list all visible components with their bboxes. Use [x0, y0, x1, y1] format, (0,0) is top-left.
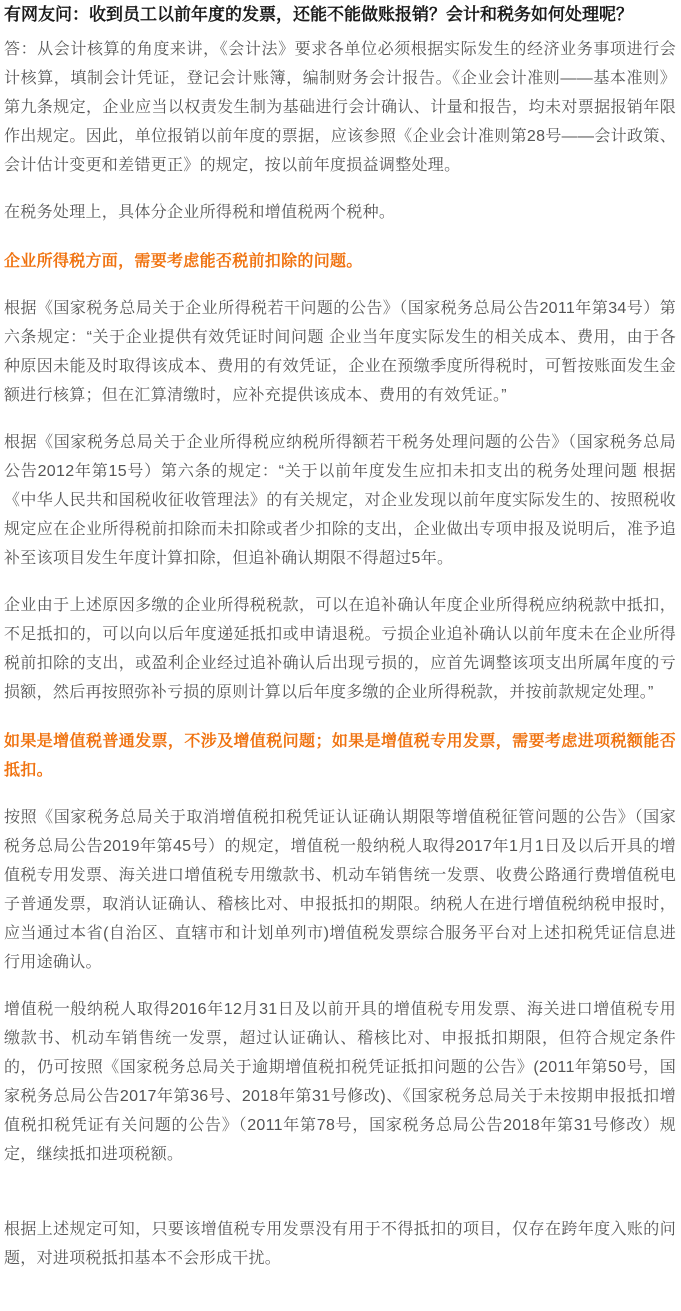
blank-line-spacer	[4, 1187, 676, 1215]
answer-paragraph: 答：从会计核算的角度来讲，《会计法》要求各单位必须根据实际发生的经济业务事项进行会计核算，填制会计凭证，登记会计账簿，编制财务会计报告。《企业会计准则——基本准则》第九条规定，企业应当以权责发生制为基础进行会计确认、计量和报告，均未对票据报销年限作出规定。因此，单位报销以前年度的票据，应该参照《企业会计准则第28号——会计政策、会计估计变更和差错更正》的规定，按以前年度损益调整处理。	[4, 41, 676, 174]
vat-heading: 如果是增值税普通发票，不涉及增值税问题；如果是增值税专用发票，需要考虑进项税额能否抵扣。	[4, 733, 676, 779]
income-tax-paragraph-2: 根据《国家税务总局关于企业所得税应纳税所得额若干税务处理问题的公告》（国家税务总局公告2012年第15号）第六条的规定：“关于以前年度发生应扣未扣支出的税务处理问题 根据《中华人民共和国税收征收管理法》的有关规定，对企业发现以前年度实际发生的、按照税收规定应在企业所得税前扣除而未扣除或者少扣除的支出，企业做出专项申报及说明后，准予追补至该项目发生年度计算扣除，但追补确认期限不得超过5年。	[4, 434, 676, 567]
conclusion-paragraph: 根据上述规定可知，只要该增值税专用发票没有用于不得抵扣的项目，仅存在跨年度入账的问题，对进项税抵扣基本不会形成干扰。	[4, 1221, 676, 1267]
article-title: 有网友问：收到员工以前年度的发票，还能不能做账报销？会计和税务如何处理呢？	[4, 5, 633, 24]
income-tax-paragraph-1: 根据《国家税务总局关于企业所得税若干问题的公告》（国家税务总局公告2011年第34号）第六条规定：“关于企业提供有效凭证时间问题 企业当年度实际发生的相关成本、费用，由于各种原因未能及时取得该成本、费用的有效凭证，企业在预缴季度所得税时，可暂按账面发生金额进行核算；但在汇算清缴时，应补充提供该成本、费用的有效凭证。”	[4, 300, 676, 404]
income-tax-paragraph-3: 企业由于上述原因多缴的企业所得税税款，可以在追补确认年度企业所得税应纳税款中抵扣，不足抵扣的，可以向以后年度递延抵扣或申请退税。亏损企业追补确认以前年度未在企业所得税前扣除的支出，或盈利企业经过追补确认后出现亏损的，应首先调整该项支出所属年度的亏损额，然后再按照弥补亏损的原则计算以后年度多缴的企业所得税款，并按前款规定处理。”	[4, 597, 676, 701]
vat-paragraph-1: 按照《国家税务总局关于取消增值税扣税凭证认证确认期限等增值税征管问题的公告》（国家税务总局公告2019年第45号）的规定，增值税一般纳税人取得2017年1月1日及以后开具的增值税专用发票、海关进口增值税专用缴款书、机动车销售统一发票、收费公路通行费增值税电子普通发票，取消认证确认、稽核比对、申报抵扣的期限。纳税人在进行增值税纳税申报时，应当通过本省(自治区、直辖市和计划单列市)增值税发票综合服务平台对上述扣税凭证信息进行用途确认。	[4, 809, 676, 971]
vat-paragraph-2: 增值税一般纳税人取得2016年12月31日及以前开具的增值税专用发票、海关进口增值税专用缴款书、机动车销售统一发票，超过认证确认、稽核比对、申报抵扣期限，但符合规定条件的，仍可按照《国家税务总局关于逾期增值税扣税凭证抵扣问题的公告》(2011年第50号，国家税务总局公告2017年第36号、2018年第31号修改)、《国家税务总局关于未按期申报抵扣增值税扣税凭证有关问题的公告》（2011年第78号，国家税务总局公告2018年第31号修改）规定，继续抵扣进项税额。	[4, 1001, 676, 1163]
income-tax-heading: 企业所得税方面，需要考虑能否税前扣除的问题。	[4, 253, 363, 270]
tax-overview-paragraph: 在税务处理上，具体分企业所得税和增值税两个税种。	[4, 204, 396, 221]
